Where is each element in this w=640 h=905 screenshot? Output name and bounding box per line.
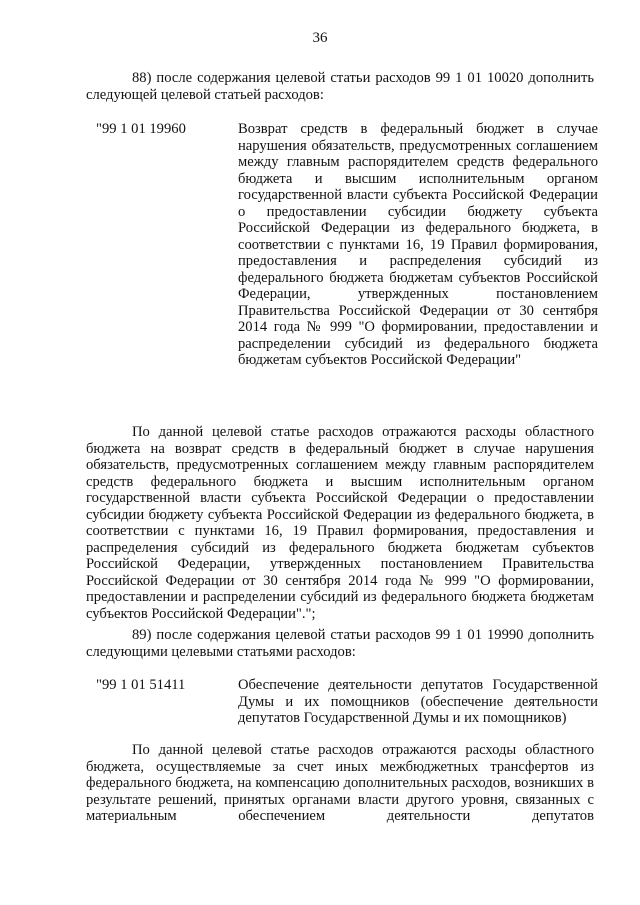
budget-item-51411-name: Обеспечение деятельности депутатов Государственной Думы и их помощников (обеспечение деятельности депутатов Государственной Думы и их помощников): [238, 677, 598, 726]
paragraph-89-text: 89) после содержания целевой статьи расходов 99 1 01 19990 дополнить следующими целевыми статьями расходов:: [86, 627, 594, 660]
paragraph-19960-description: [86, 424, 594, 622]
page-number: 36: [312, 30, 328, 46]
paragraph-19960-description-text: По данной целевой статье расходов отражаются расходы областного бюджета на возврат средств в федеральный бюджет в случае нарушения обязательств, предусмотренных соглашением между главным распорядителем средств федерального бюджета и высшим исполнительным органом государственной власти субъекта Российской Федерации о предоставлении субсидии бюджету субъекта Российской Федерации из федерального бюджета, в соответствии с пунктами 16, 19 Правил формирования, предоставления и распределения субсидий из федерального бюджета бюджетам субъектов Российской Федерации, утвержденных постановлением Правительства Российской Федерации от 30 сентября 2014 года № 999 "О формировании, предоставлении и распределении субсидий из федерального бюджета бюджетам субъектов Российской Федерации".";: [86, 424, 594, 622]
paragraph-51411-description-text: По данной целевой статье расходов отражаются расходы областного бюджета, осуществляемые за счет иных межбюджетных трансфертов из федерального бюджета, на компенсацию дополнительных расходов, возникших в результате решений, принятых органами власти другого уровня, связанных с материальным обеспечением деятельности депутатов: [86, 742, 594, 824]
paragraph-89: [86, 627, 594, 660]
paragraph-88-text: 88) после содержания целевой статьи расходов 99 1 01 10020 дополнить следующей целевой статьей расходов:: [86, 70, 594, 103]
paragraph-88: [86, 70, 594, 103]
budget-item-19960-name: Возврат средств в федеральный бюджет в случае нарушения обязательств, предусмотренных соглашением между главным распорядителем средств федерального бюджета и высшим исполнительным органом государственной власти субъекта Российской Федерации о предоставлении субсидии бюджету субъекта Российской Федерации из федерального бюджета, в соответствии с пунктами 16, 19 Правил формирования, предоставления и распределения субсидий из федерального бюджета бюджетам субъектов Российской Федерации, утвержденных постановлением Правительства Российской Федерации от 30 сентября 2014 года № 999 "О формировании, предоставлении и распределении субсидий из федерального бюджета бюджетам субъектов Российской Федерации": [238, 121, 598, 368]
budget-code-19960: "99 1 01 19960: [96, 121, 186, 137]
paragraph-51411-description: [86, 742, 594, 825]
budget-code-51411: "99 1 01 51411: [96, 677, 186, 693]
